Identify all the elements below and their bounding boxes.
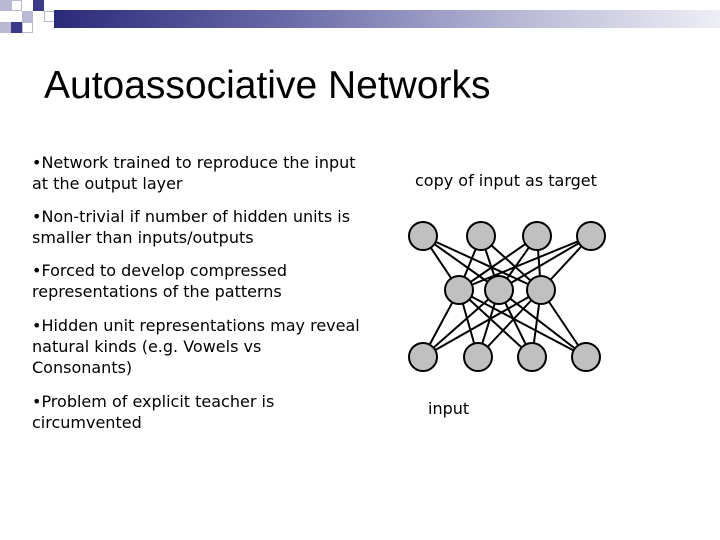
bullet-item: •Non-trivial if number of hidden units is smaller than inputs/outputs [32, 207, 351, 247]
input-unit-node [409, 343, 437, 371]
input-unit-node [518, 343, 546, 371]
input-unit-node [464, 343, 492, 371]
hidden-unit-node [527, 276, 555, 304]
output-unit-node [577, 222, 605, 250]
bullet-item: •Hidden unit representations may reveal natural kinds (e.g. Vowels vs Consonants) [32, 316, 360, 377]
hidden-unit-node [485, 276, 513, 304]
bullet-item: •Forced to develop compressed representations of the patterns [32, 261, 287, 301]
input-unit-node [572, 343, 600, 371]
output-unit-node [467, 222, 495, 250]
hidden-unit-node [445, 276, 473, 304]
output-layer-label: copy of input as target [415, 171, 597, 190]
slide-title: Autoassociative Networks [44, 64, 491, 107]
output-unit-node [409, 222, 437, 250]
bullet-item: •Network trained to reproduce the input at the output layer [32, 153, 356, 193]
output-unit-node [523, 222, 551, 250]
bullet-item: •Problem of explicit teacher is circumvented [32, 392, 275, 432]
input-layer-label: input [428, 399, 470, 418]
